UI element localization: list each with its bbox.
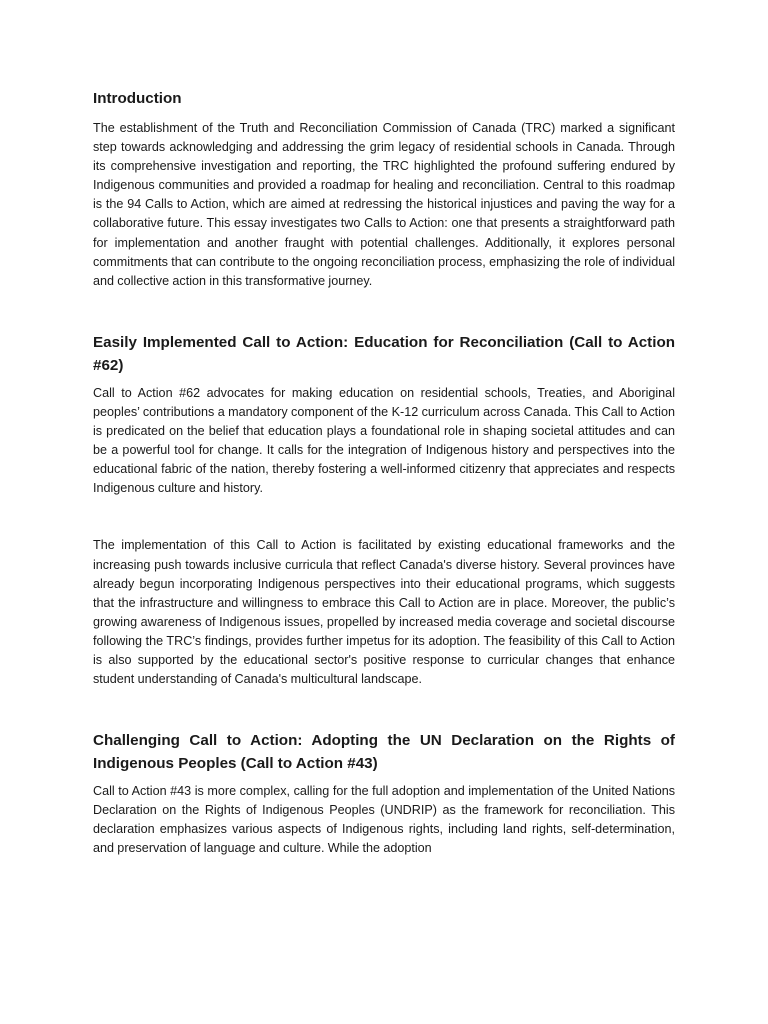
document-page — [93, 87, 675, 859]
introduction-heading: Introduction — [93, 90, 182, 107]
section-challenging-paragraph-1: Call to Action #43 is more complex, calling for the full adoption and implementation of the United Nations Declaration on the Rights of Indigenous Peoples (UNDRIP) as the framework for reconciliation. This declaration emphasizes various aspects of Indigenous rights, including land rights, self-determination, and preservation of language and culture. While the adoption — [93, 784, 675, 856]
section-challenging-heading: Challenging Call to Action: Adopting the UN Declaration on the Rights of Indigenous Peoples (Call to Action #43) — [93, 732, 675, 773]
section-easy-paragraph-1: Call to Action #62 advocates for making education on residential schools, Treaties, and Aboriginal peoples’ contributions a mandatory component of the K-12 curriculum across Canada. This Call to Action is predicated on the belief that education plays a foundational role in shaping societal attitudes and can be a powerful tool for change. It calls for the integration of Indigenous history and perspectives into the educational fabric of the nation, thereby fostering a well-informed citizenry that appreciates and respects Indigenous culture and history. — [93, 385, 675, 496]
section-easy-paragraph-2: The implementation of this Call to Action is facilitated by existing educational frameworks and the increasing push towards inclusive curricula that reflect Canada's diverse history. Several provinces have already begun incorporating Indigenous perspectives into their educational programs, which suggests that the infrastructure and willingness to embrace this Call to Action are in place. Moreover, the public’s growing awareness of Indigenous issues, propelled by increased media coverage and societal discourse following the TRC’s findings, provides further impetus for its adoption. The feasibility of this Call to Action is also supported by the educational sector's positive response to curricular changes that enhance student understanding of Canada's multicultural landscape. — [93, 538, 675, 687]
introduction-paragraph: The establishment of the Truth and Reconciliation Commission of Canada (TRC) marked a significant step towards acknowledging and addressing the grim legacy of residential schools in Canada. Through its comprehensive investigation and reporting, the TRC highlighted the profound suffering endured by Indigenous communities and provided a roadmap for healing and reconciliation. Central to this roadmap is the 94 Calls to Action, which are aimed at redressing the historical injustices and paving the way for a collaborative future. This essay investigates two Calls to Action: one that presents a straightforward path for implementation and another fraught with potential challenges. Additionally, it explores personal commitments that can contribute to the ongoing reconciliation process, emphasizing the role of individual and collective action in this transformative journey. — [93, 121, 675, 288]
section-easy-heading: Easily Implemented Call to Action: Education for Reconciliation (Call to Action #62) — [93, 333, 675, 374]
